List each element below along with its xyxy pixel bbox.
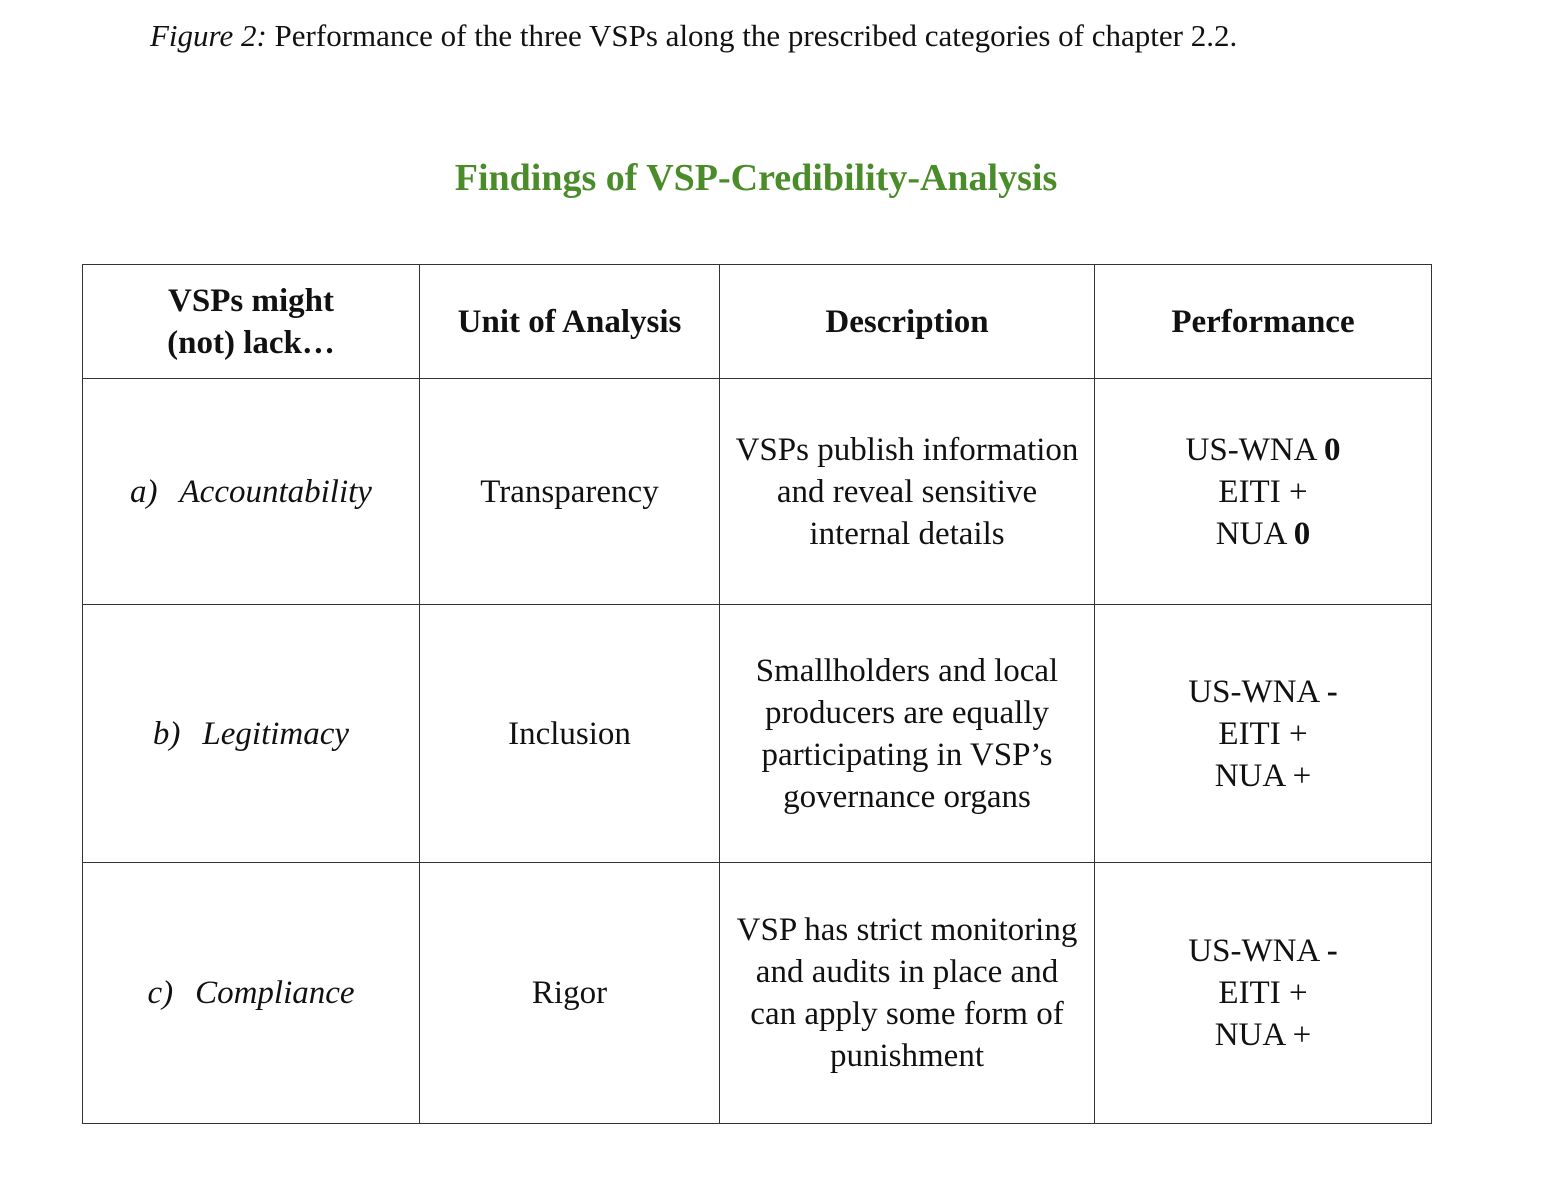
performance-mark: 0 <box>1323 431 1341 468</box>
header-vsps-might-lack <box>83 265 420 379</box>
header-description: Description <box>720 265 1095 379</box>
vsp-name: US-WNA <box>1185 431 1316 468</box>
table-row <box>83 379 1432 605</box>
vsp-name: NUA <box>1214 757 1285 794</box>
header-line: VSPs might <box>168 282 334 319</box>
performance-mark: + <box>1288 975 1308 1011</box>
performance-mark: - <box>1326 673 1338 710</box>
description-cell: VSPs publish information and reveal sensitive internal details <box>720 379 1095 605</box>
performance-mark: + <box>1288 715 1308 752</box>
performance-cell <box>1095 863 1432 1124</box>
category-name: Compliance <box>195 975 355 1011</box>
vsp-name: EITI <box>1218 473 1281 510</box>
performance-mark: + <box>1292 1017 1312 1053</box>
table-row <box>83 863 1432 1124</box>
performance-cell <box>1095 379 1432 605</box>
vsp-name: NUA <box>1215 515 1286 552</box>
unit-cell: Inclusion <box>420 605 720 863</box>
category-cell <box>83 605 420 863</box>
performance-cell <box>1095 605 1432 863</box>
figure-label: Figure 2: <box>150 18 267 53</box>
vsp-name: NUA <box>1214 1017 1285 1053</box>
performance-mark: - <box>1326 933 1338 969</box>
performance-line <box>1109 1014 1417 1056</box>
category-cell <box>83 379 420 605</box>
category-letter: b) <box>152 715 181 752</box>
performance-line <box>1109 671 1417 713</box>
description-cell: Smallholders and local producers are equally participating in VSP’s governance organs <box>720 605 1095 863</box>
unit-cell: Rigor <box>420 863 720 1124</box>
performance-line <box>1109 930 1417 972</box>
performance-mark: + <box>1288 473 1308 510</box>
category-name: Legitimacy <box>202 715 350 752</box>
performance-line <box>1109 713 1417 755</box>
findings-table <box>82 264 1432 1124</box>
category-name: Accountability <box>179 473 372 510</box>
vsp-name: EITI <box>1218 715 1281 752</box>
category-letter: a) <box>130 473 158 510</box>
performance-mark: 0 <box>1293 515 1311 552</box>
vsp-name: US-WNA <box>1188 933 1319 969</box>
category-cell <box>83 863 420 1124</box>
performance-line <box>1109 471 1417 513</box>
vsp-name: US-WNA <box>1188 673 1319 710</box>
table-title: Findings of VSP-Credibility-Analysis <box>454 157 1058 199</box>
performance-line <box>1109 755 1417 797</box>
table-row <box>83 605 1432 863</box>
category-letter: c) <box>147 975 174 1011</box>
table-header-row <box>83 265 1432 379</box>
performance-line <box>1109 429 1417 471</box>
description-cell: VSP has strict monitoring and audits in place and can apply some form of punishment <box>720 863 1095 1124</box>
header-performance: Performance <box>1095 265 1432 379</box>
performance-line <box>1109 972 1417 1014</box>
figure-caption <box>150 18 1237 54</box>
performance-mark: + <box>1292 757 1312 794</box>
figure-caption-text: Performance of the three VSPs along the prescribed categories of chapter 2.2. <box>266 18 1238 53</box>
vsp-name: EITI <box>1218 975 1281 1011</box>
unit-cell: Transparency <box>420 379 720 605</box>
header-line: (not) lack… <box>167 324 335 361</box>
performance-line <box>1109 513 1417 555</box>
header-unit-of-analysis: Unit of Analysis <box>420 265 720 379</box>
